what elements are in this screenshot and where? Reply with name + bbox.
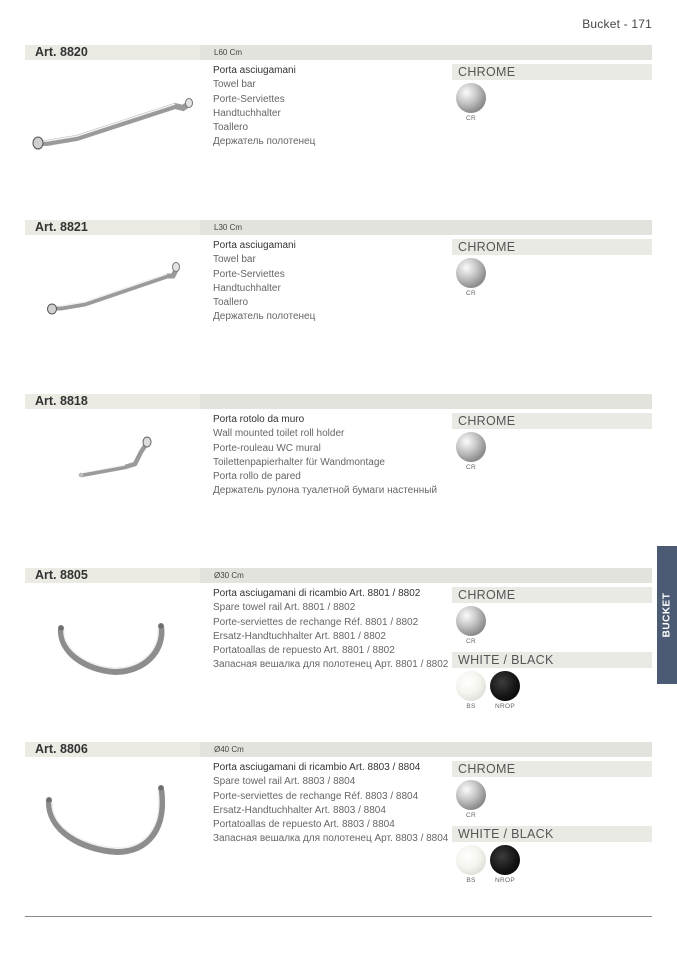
- chrome-swatch: [456, 780, 486, 810]
- chrome-swatch: [456, 83, 486, 113]
- article-8818: [25, 394, 652, 564]
- toilet-roll-holder-image: [25, 412, 195, 512]
- side-tab-label: BUCKET: [661, 592, 673, 638]
- finish-white-black-label: WHITE / BLACK: [452, 826, 652, 842]
- description: [213, 239, 453, 325]
- swatch-code: BS: [466, 877, 476, 884]
- swatch-code: NROP: [495, 703, 515, 710]
- desc-it: Porta asciugamani: [213, 240, 296, 251]
- desc-de: Ersatz-Handtuchhalter Art. 8803 / 8804: [213, 804, 386, 816]
- desc-es: Portatoallas de repuesto Art. 8801 / 8802: [213, 645, 395, 657]
- article-code: Art. 8806: [25, 742, 200, 757]
- spare-towel-rail-40-image: [25, 760, 195, 860]
- desc-en: Towel bar: [213, 79, 256, 91]
- swatch-row: [452, 603, 652, 649]
- swatch-row: [452, 255, 652, 301]
- desc-it: Porta asciugamani: [213, 65, 296, 76]
- swatch-chrome: [456, 83, 486, 122]
- desc-fr: Porte-serviettes de rechange Réf. 8803 / 8804: [213, 790, 419, 802]
- desc-it: Porta asciugamani di ricambio Art. 8801 / 8802: [213, 588, 421, 599]
- towel-bar-60-image: [25, 63, 195, 163]
- article-code: Art. 8818: [25, 394, 200, 409]
- swatch-code: CR: [466, 290, 476, 297]
- desc-es: Toallero: [213, 122, 249, 134]
- swatch-white: [456, 671, 486, 710]
- desc-ru: Держатель полотенец: [213, 311, 316, 323]
- finish-white-black-label: WHITE / BLACK: [452, 652, 652, 668]
- desc-it: Porta asciugamani di ricambio Art. 8803 / 8804: [213, 762, 421, 773]
- desc-en: Towel bar: [213, 254, 256, 266]
- swatch-chrome: [456, 258, 486, 297]
- desc-it: Porta rotolo da muro: [213, 414, 305, 425]
- swatch-chrome: [456, 432, 486, 471]
- desc-en: Wall mounted toilet roll holder: [213, 428, 345, 440]
- article-8821: [25, 220, 652, 390]
- swatch-code: CR: [466, 812, 476, 819]
- chrome-swatch: [456, 432, 486, 462]
- desc-fr: Porte-Serviettes: [213, 93, 285, 105]
- finish-chrome-label: CHROME: [452, 761, 652, 777]
- swatch-row: [452, 842, 652, 888]
- swatch-code: NROP: [495, 877, 515, 884]
- article-dimension: L60 Cm: [214, 48, 243, 57]
- white-swatch: [456, 845, 486, 875]
- finishes: [452, 64, 652, 126]
- article-8805: [25, 568, 652, 738]
- desc-fr: Porte-serviettes de rechange Réf. 8801 / 8802: [213, 616, 419, 628]
- desc-en: Spare towel rail Art. 8803 / 8804: [213, 776, 356, 788]
- swatch-code: CR: [466, 464, 476, 471]
- article-code: Art. 8821: [25, 220, 200, 235]
- article-code: Art. 8820: [25, 45, 200, 60]
- swatch-white: [456, 845, 486, 884]
- article-code: Art. 8805: [25, 568, 200, 583]
- desc-ru: Держатель полотенец: [213, 136, 316, 148]
- finish-chrome-label: CHROME: [452, 239, 652, 255]
- towel-bar-30-image: [25, 238, 195, 338]
- article-8820: [25, 45, 652, 215]
- desc-de: Handtuchhalter: [213, 282, 281, 294]
- chrome-swatch: [456, 606, 486, 636]
- finish-chrome-label: CHROME: [452, 413, 652, 429]
- swatch-chrome: [456, 780, 486, 819]
- article-dimension: Ø40 Cm: [214, 745, 244, 754]
- desc-fr: Porte-Serviettes: [213, 268, 285, 280]
- footer-divider: [25, 916, 652, 917]
- finishes: [452, 413, 652, 475]
- swatch-black: [490, 671, 520, 710]
- swatch-chrome: [456, 606, 486, 645]
- page-header: Bucket - 171: [582, 17, 652, 31]
- article-dimension: L30 Cm: [214, 223, 243, 232]
- desc-de: Toilettenpapierhalter für Wandmontage: [213, 456, 385, 468]
- swatch-row: [452, 80, 652, 126]
- article-dimension: Ø30 Cm: [214, 571, 244, 580]
- finishes: [452, 587, 652, 714]
- swatch-code: BS: [466, 703, 476, 710]
- desc-fr: Porte-rouleau WC mural: [213, 442, 321, 454]
- finish-chrome-label: CHROME: [452, 587, 652, 603]
- black-swatch: [490, 845, 520, 875]
- finishes: [452, 239, 652, 301]
- black-swatch: [490, 671, 520, 701]
- desc-es: Toallero: [213, 297, 249, 309]
- swatch-black: [490, 845, 520, 884]
- chrome-swatch: [456, 258, 486, 288]
- white-swatch: [456, 671, 486, 701]
- desc-en: Spare towel rail Art. 8801 / 8802: [213, 602, 356, 614]
- swatch-row: [452, 429, 652, 475]
- desc-es: Portatoallas de repuesto Art. 8803 / 8804: [213, 819, 395, 831]
- description: [213, 761, 453, 847]
- desc-ru: Запасная вешалка для полотенец Арт. 8801 / 8802: [213, 659, 449, 671]
- description: [213, 413, 453, 499]
- desc-ru: Запасная вешалка для полотенец Арт. 8803 / 8804: [213, 833, 449, 845]
- finish-chrome-label: CHROME: [452, 64, 652, 80]
- swatch-code: CR: [466, 115, 476, 122]
- description: [213, 587, 453, 673]
- desc-de: Handtuchhalter: [213, 107, 281, 119]
- finishes: [452, 761, 652, 888]
- description: [213, 64, 453, 150]
- swatch-row: [452, 777, 652, 823]
- desc-de: Ersatz-Handtuchhalter Art. 8801 / 8802: [213, 630, 386, 642]
- spare-towel-rail-30-image: [25, 586, 195, 686]
- article-8806: [25, 742, 652, 912]
- swatch-row: [452, 668, 652, 714]
- desc-es: Porta rollo de pared: [213, 471, 301, 483]
- swatch-code: CR: [466, 638, 476, 645]
- desc-ru: Держатель рулона туалетной бумаги настенный: [213, 485, 438, 497]
- section-side-tab[interactable]: [657, 546, 677, 684]
